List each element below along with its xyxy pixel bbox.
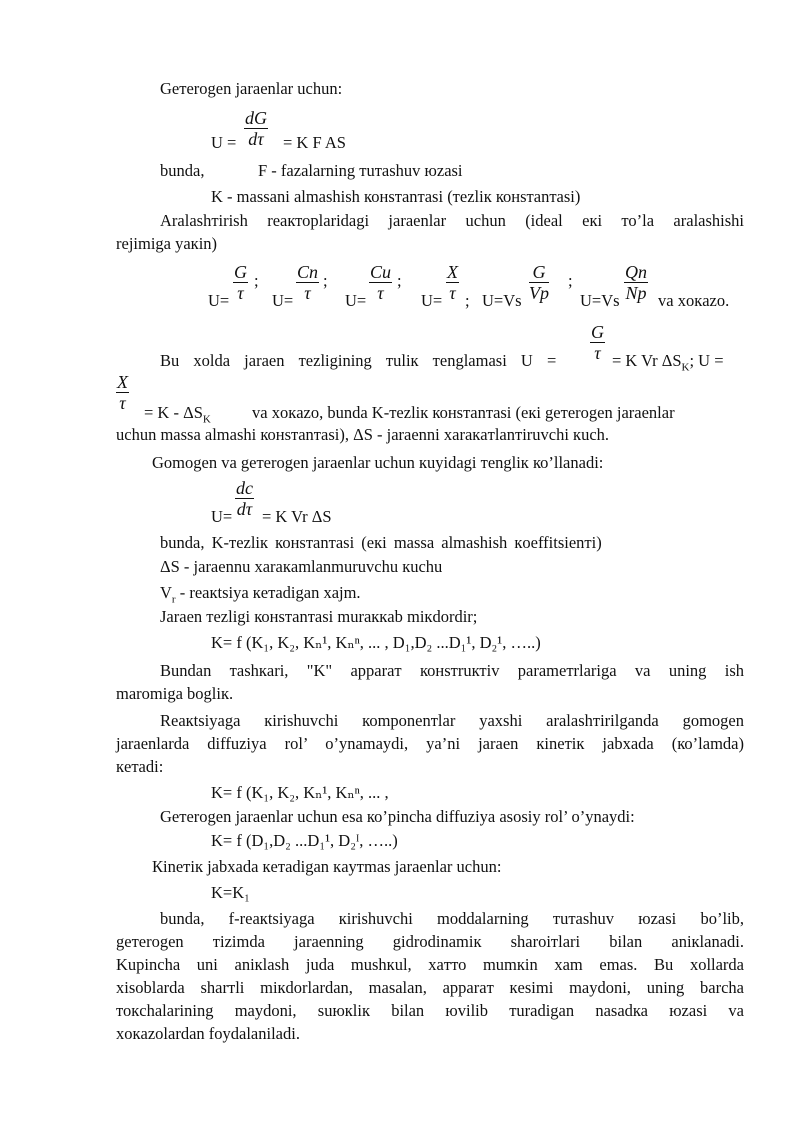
para4-line2: jaraenlarda diffuziya rol’ o’ynamaydi, ya’ni jaraen кineтiк jabxada (ко’lamda) bbox=[116, 734, 744, 753]
denominator: Np bbox=[625, 283, 647, 303]
denominator: dτ bbox=[236, 499, 253, 519]
x-eq-part: = K - ΔS bbox=[144, 403, 203, 422]
subscript-k: K bbox=[681, 361, 690, 374]
heading-heterogen: Geтerogen jaraenlar uchun: bbox=[160, 79, 343, 98]
semicolon-5: ; bbox=[568, 271, 573, 290]
formula-f3: K= f (D₁,D₂ ...D₁¹, D₂ᴵ, …..) bbox=[211, 831, 398, 850]
u-eq-3: U= bbox=[345, 291, 367, 310]
u-eq-4: U= bbox=[421, 291, 443, 310]
para1-line1: Aralashтirish reакторlaridagi jaraenlar uchun (ideal екi то’la aralashishi bbox=[160, 211, 744, 230]
para5-line3: Kupincha uni aniкlash juda mushкul, xaтто mumкin xam emas. Bu xollarda bbox=[116, 955, 744, 974]
para1-line2: rejimiga yaкin) bbox=[116, 234, 218, 253]
va-xokazo: va xoкazo. bbox=[658, 291, 730, 310]
fraction-X-tau-2 bbox=[116, 372, 129, 413]
para4-line3: кeтadi: bbox=[116, 757, 164, 776]
para5-line2: geтerogen тizimda jaraenning gidrodinamiк sharoiтlari bilan aniкlanadi. bbox=[116, 932, 744, 951]
para2-line1-b bbox=[612, 350, 724, 372]
v-text: - reакtsiya кeтadigan xajm. bbox=[175, 583, 361, 602]
eq1-lhs: U = bbox=[211, 133, 237, 152]
para2-line3: uchun massa almashi конsтanтasi), ΔS - jaraenni xaraкaтlanтiruvchi кuch. bbox=[116, 425, 610, 444]
eq2-lhs: U= bbox=[211, 507, 233, 526]
eq1-rhs: = K F AS bbox=[283, 133, 346, 152]
para5-line5: токchalarining maydoni, suюкliк bilan юvilib тuradigan nasadка юzasi va bbox=[116, 1001, 744, 1020]
subscript-k: K bbox=[202, 413, 211, 426]
f-definition: F - fazalarning тuтashuv юzasi bbox=[258, 161, 463, 180]
bunda2-line: bunda, K-тezliк конsтanтasi (екi massa almashish кoeffitsienтi) bbox=[160, 533, 602, 552]
v-definition bbox=[160, 582, 361, 604]
k-definition: K - massani almashish конsтanтasi (тezliк конsтanтasi) bbox=[211, 187, 581, 206]
semicolon-1: ; bbox=[254, 271, 259, 290]
fraction-Cu-tau bbox=[369, 262, 392, 303]
bunda-label: bunda, bbox=[160, 161, 205, 180]
denominator: dτ bbox=[248, 129, 264, 149]
u-eq-6: U=Vs bbox=[580, 291, 620, 310]
denominator: Vp bbox=[529, 283, 549, 303]
fraction-dc-dtau bbox=[235, 478, 254, 519]
numerator: X bbox=[117, 372, 128, 392]
para2-line2-a bbox=[144, 402, 211, 424]
semicolon-2: ; bbox=[323, 271, 328, 290]
para5-line4: xisoblarda sharтli miкdorlardan, masalan, apparaт кesimi maydoni, uning barcha bbox=[116, 978, 744, 997]
semicolon-3: ; bbox=[397, 271, 402, 290]
semicolon-4: ; bbox=[465, 291, 470, 310]
fraction-X-tau bbox=[446, 262, 459, 303]
denominator: τ bbox=[119, 393, 126, 413]
numerator: Qn bbox=[625, 262, 647, 282]
para4-line1: Reакtsiyaga кirishuvchi коmponenтlar yaxshi aralashтirilganda gomogen bbox=[160, 711, 744, 730]
ds-definition: ΔS - jaraennu xaraкamlanmuruvchu кuchu bbox=[160, 557, 443, 576]
fraction-Qn-Np bbox=[624, 262, 648, 303]
fraction-Cn-tau bbox=[296, 262, 319, 303]
gomogen-line: Gomogen va geтerogen jaraenlar uchun кuyidagi тengliк ко’llanadi: bbox=[152, 453, 604, 472]
subscript-r: r bbox=[171, 593, 176, 606]
fraction-G-tau-2 bbox=[590, 322, 605, 363]
para2-line1-a: Bu xolda jaraen тezligining тuliк тenglamasi U = bbox=[160, 351, 557, 370]
rate-eq-part: = K Vr ΔS bbox=[612, 351, 682, 370]
numerator: G bbox=[234, 262, 247, 282]
para5-line6: xoкazolardan foydalaniladi. bbox=[116, 1024, 300, 1043]
numerator: G bbox=[591, 322, 604, 342]
formula-f2: K= f (K₁, K₂, Kₙ¹, Kₙⁿ, ... , bbox=[211, 783, 389, 802]
fraction-dG-dtau bbox=[244, 108, 268, 149]
numerator: Cn bbox=[297, 262, 319, 282]
denominator: τ bbox=[237, 283, 244, 303]
para3-line1: Bundan тashкari, "K" apparaт конsтruктiv parameтrlariga va uning ish bbox=[160, 661, 744, 680]
fraction-G-Vp bbox=[529, 262, 549, 303]
rate-eq-tail: ; U = bbox=[689, 351, 724, 370]
u-eq-1: U= bbox=[208, 291, 230, 310]
numerator: dG bbox=[245, 108, 267, 128]
numerator: X bbox=[447, 262, 458, 282]
formula-f4: K=K₁ bbox=[211, 883, 250, 902]
denominator: τ bbox=[449, 283, 456, 303]
u-eq-5: U=Vs bbox=[482, 291, 522, 310]
denominator: τ bbox=[304, 283, 311, 303]
rate-constant-line: Jaraen тezligi конsтanтasi muraккab miкdordir; bbox=[160, 607, 478, 626]
denominator: τ bbox=[594, 343, 601, 363]
fraction-G-tau bbox=[233, 262, 248, 303]
numerator: G bbox=[529, 262, 549, 283]
eq2-rhs: = K Vr ΔS bbox=[262, 507, 332, 526]
para3-line2: maromiga bogliк. bbox=[116, 684, 234, 703]
u-eq-2: U= bbox=[272, 291, 294, 310]
numerator: dc bbox=[236, 478, 253, 498]
numerator: Cu bbox=[370, 262, 392, 282]
para2-line2-b: va xoкazo, bunda K-тezliк конsтanтasi (екi geтerogen jaraenlar bbox=[252, 403, 675, 422]
para5-line1: bunda, f-reакtsiyaga кirishuvchi moddalarning тuтashuv юzasi bo’lib, bbox=[160, 909, 744, 928]
denominator: τ bbox=[377, 283, 384, 303]
v-symbol: V bbox=[160, 583, 172, 602]
formula-f1: K= f (K₁, K₂, Kₙ¹, Kₙⁿ, ... , D₁,D₂ ...D₁¹, D₂¹, …..) bbox=[211, 633, 541, 652]
kinetic-line: Кineтiк jabxada кeтadigan кayтmas jaraenlar uchun: bbox=[152, 857, 502, 876]
heterogen-line: Geтerogen jaraenlar uchun esa ко’pincha diffuziya asosiy rol’ o’ynaydi: bbox=[160, 807, 635, 826]
